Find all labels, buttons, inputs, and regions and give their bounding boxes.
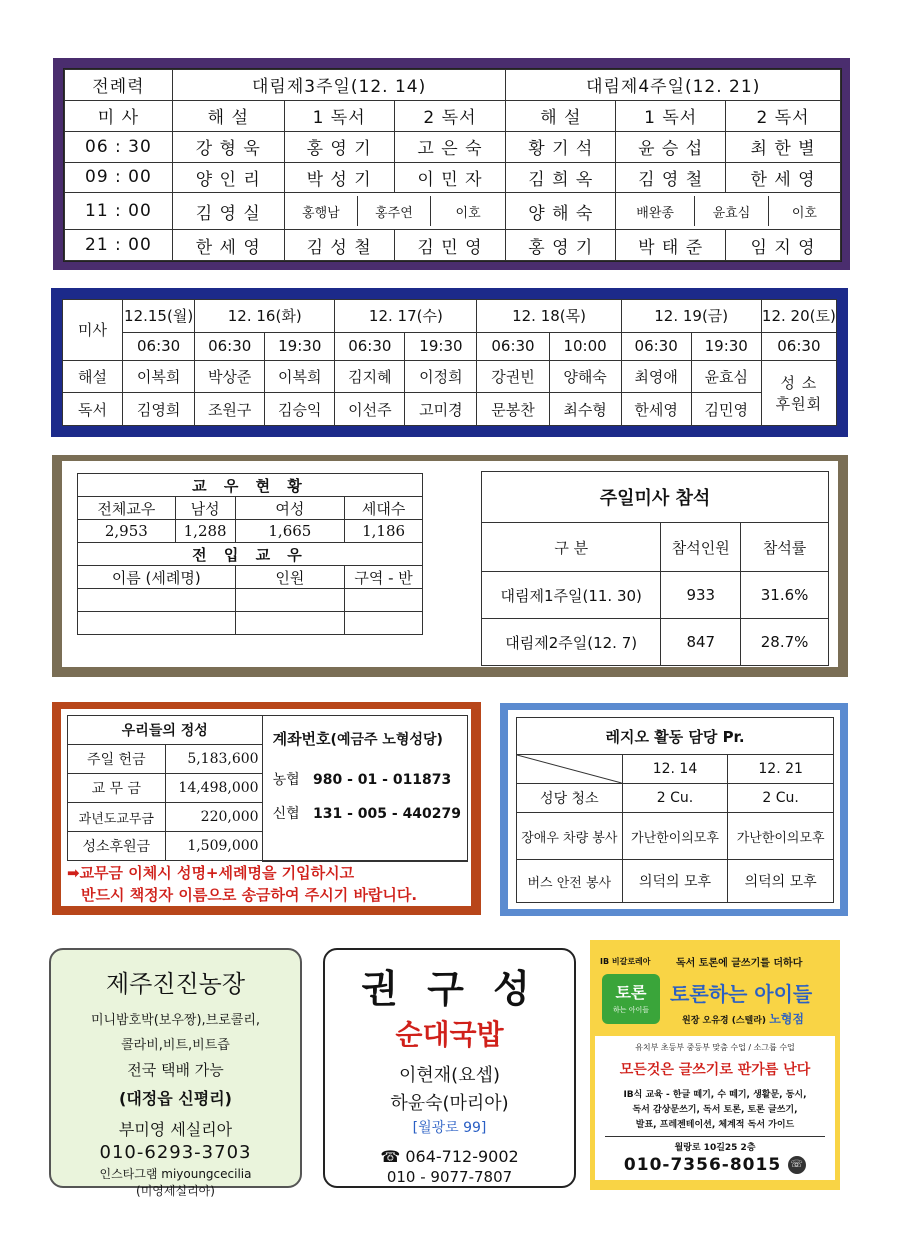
sunday-readers-table — [64, 69, 841, 261]
empty-cell — [235, 589, 345, 612]
mass-time: 09 : 00 — [65, 162, 173, 193]
cell: 이복희 — [123, 360, 195, 393]
cell: 2 Cu. — [622, 784, 728, 813]
transfer-title: 전 입 교 우 — [78, 543, 423, 566]
col-header: 세대수 — [345, 497, 423, 520]
cell: 배완종 — [616, 196, 694, 226]
mass-time: 21 : 00 — [65, 230, 173, 261]
attendance-title: 주일미사 참석 — [482, 472, 829, 523]
col-header: 구역 - 반 — [345, 566, 423, 589]
ad-phone: 010-7356-8015 — [623, 1155, 782, 1175]
mass-time: 11 : 00 — [65, 193, 173, 230]
ad-address: 월랑로 10길25 2층 — [674, 1143, 756, 1153]
empty-cell — [345, 589, 423, 612]
table-row — [517, 784, 834, 813]
cell: 31.6% — [741, 572, 829, 619]
cell: 황 기 석 — [506, 131, 616, 162]
ad-brand: IB 비갈로레아 — [600, 957, 651, 966]
account-box — [262, 716, 467, 861]
table-row — [517, 860, 834, 903]
academy-logo — [602, 974, 660, 1024]
cell: 1,186 — [345, 520, 423, 543]
cell: 대림제1주일(11. 30) — [482, 572, 661, 619]
parish-stats-frame — [52, 455, 848, 677]
cell: 최영애 — [621, 360, 691, 393]
cell: 김 성 철 — [284, 230, 394, 261]
cell: 의덕의 모후 — [622, 860, 728, 903]
weekday-schedule-frame — [51, 288, 848, 437]
ad-headline: 모든것은 글쓰기로 판가름 난다 — [619, 1062, 811, 1078]
offering-frame — [52, 702, 481, 915]
cell: 성소후원금 — [68, 832, 166, 861]
split-cell — [616, 193, 841, 230]
ad-director: 원장 오유경 (스텔라) — [682, 1016, 767, 1026]
col-header: 인원 — [235, 566, 345, 589]
cell: 2 Cu. — [728, 784, 834, 813]
saturday-cell: 성 소 후원회 — [761, 360, 836, 425]
mass-time: 06:30 — [123, 332, 195, 360]
cell: 대림제2주일(12. 7) — [482, 619, 661, 666]
cell: 박상준 — [195, 360, 265, 393]
ad-phone: 010 - 9077-7807 — [386, 1168, 513, 1186]
cell: 최 한 별 — [726, 131, 841, 162]
empty-cell — [345, 612, 423, 635]
ad-title: 제주진진농장 — [105, 970, 246, 998]
cell: 양 해 숙 — [506, 193, 616, 230]
account-number: 980 - 01 - 011873 — [313, 772, 452, 788]
cell: 윤효심 — [695, 196, 769, 226]
cell: 김 영 철 — [616, 162, 726, 193]
account-title: 계좌번호 — [272, 730, 331, 748]
offering-title: 우리들의 정성 — [68, 716, 263, 745]
cell: 가난한이의모후 — [622, 813, 728, 860]
ad-phone: 064-712-9002 — [405, 1147, 519, 1166]
mass-time: 10:00 — [549, 332, 621, 360]
ad-instagram: (미영세실리아) — [136, 1184, 215, 1198]
cell: 한세영 — [621, 393, 691, 426]
table-row — [517, 813, 834, 860]
ad-text: 발표, 프레젠테이션, 체계적 독서 가이드 — [635, 1120, 795, 1130]
cell: 14,498,000 — [165, 774, 262, 803]
empty-cell — [78, 589, 236, 612]
empty-cell — [235, 612, 345, 635]
split-cell — [284, 193, 506, 230]
cell: 양해숙 — [549, 360, 621, 393]
cell: 의덕의 모후 — [728, 860, 834, 903]
bank-name: 농협 — [272, 772, 300, 788]
parish-members-table — [77, 473, 423, 635]
cell: 홍주연 — [358, 196, 431, 226]
ad-title: 토론하는 아이들 — [670, 982, 813, 1006]
mass-time: 19:30 — [691, 332, 761, 360]
ad-text: (대정읍 신평리) — [119, 1089, 232, 1108]
col-header: 참석률 — [741, 523, 829, 572]
table-row — [65, 162, 841, 193]
mass-time: 06:30 — [477, 332, 549, 360]
empty-cell — [78, 612, 236, 635]
row-label: 해설 — [63, 360, 123, 393]
cell: 1,288 — [175, 520, 235, 543]
cell: 홍 영 기 — [284, 131, 394, 162]
cell: 윤효심 — [691, 360, 761, 393]
ad-address: [월광로 99] — [412, 1120, 487, 1136]
account-holder: (예금주 노형성당) — [330, 732, 443, 748]
cell: 김지혜 — [335, 360, 405, 393]
table-row — [65, 230, 841, 261]
liturgy-schedule-frame — [53, 58, 850, 270]
cell: 김민영 — [691, 393, 761, 426]
weekday-readers-table — [62, 299, 837, 426]
row-label: 독서 — [63, 393, 123, 426]
legio-frame — [500, 703, 848, 916]
table-row — [482, 572, 829, 619]
ad-text: 미니밤호박(보우짱),브로콜리, — [90, 1013, 261, 1028]
cell: 한 세 영 — [726, 162, 841, 193]
table-row — [482, 619, 829, 666]
transfer-note: ➡교무금 이체시 성명+세례명을 기입하시고 — [67, 864, 355, 882]
cell: 220,000 — [165, 803, 262, 832]
cell: 교 무 금 — [68, 774, 166, 803]
col-reading1: 1 독서 — [616, 100, 726, 131]
cell: 윤 승 섭 — [616, 131, 726, 162]
col-header: 참석인원 — [661, 523, 741, 572]
cell: 847 — [661, 619, 741, 666]
col-header: 구 분 — [482, 523, 661, 572]
cell: 장애우 차량 봉사 — [517, 813, 623, 860]
mass-time: 06:30 — [621, 332, 691, 360]
mass-time: 19:30 — [405, 332, 477, 360]
table-row — [63, 360, 837, 393]
col-reading2: 2 독서 — [394, 100, 506, 131]
mass-label: 미 사 — [65, 100, 173, 131]
offering-table — [67, 715, 468, 862]
mass-time: 06:30 — [761, 332, 836, 360]
cell: 1,509,000 — [165, 832, 262, 861]
cell: 박 태 준 — [616, 230, 726, 261]
day-header: 12. 16(화) — [195, 300, 335, 333]
bank-name: 신협 — [272, 806, 300, 822]
table-row — [63, 393, 837, 426]
cell: 933 — [661, 572, 741, 619]
transfer-note: 반드시 책정자 이름으로 송금하여 주시기 바랍니다. — [81, 886, 418, 904]
cell: 과년도교무금 — [68, 803, 166, 832]
day-header: 12. 18(목) — [477, 300, 621, 333]
liturgy-label: 전례력 — [65, 70, 173, 101]
ad-tagline: 독서 토론에 글쓰기를 더하다 — [676, 958, 803, 969]
cell: 조원구 — [195, 393, 265, 426]
cell: 홍 영 기 — [506, 230, 616, 261]
cell: 가난한이의모후 — [728, 813, 834, 860]
col-header: 여성 — [235, 497, 345, 520]
cell: 고미경 — [405, 393, 477, 426]
cell: 이정희 — [405, 360, 477, 393]
ad-instagram: 인스타그램 miyoungcecilia — [99, 1167, 252, 1181]
week3-header: 대림제3주일(12. 14) — [172, 70, 506, 101]
cell: 1,665 — [235, 520, 345, 543]
col-header: 이름 (세례명) — [78, 566, 236, 589]
day-header: 12. 19(금) — [621, 300, 761, 333]
cell: 이호 — [455, 205, 481, 221]
cell: 김승익 — [265, 393, 335, 426]
ad-owner: 하윤숙(마리아) — [390, 1093, 509, 1114]
mass-time: 06:30 — [195, 332, 265, 360]
logo-text: 하는 아이들 — [612, 1006, 650, 1014]
col-reading1: 1 독서 — [284, 100, 394, 131]
table-row — [65, 131, 841, 162]
mass-time: 06:30 — [335, 332, 405, 360]
date-header: 12. 14 — [622, 755, 728, 784]
ad-text: 콜라비,비트,비트즙 — [121, 1038, 230, 1053]
attendance-table — [481, 471, 829, 666]
ad-branch: 노형점 — [769, 1012, 804, 1026]
col-commentary: 해 설 — [506, 100, 616, 131]
table-row — [65, 193, 841, 230]
ad-text: 독서 감상문쓰기, 독서 토론, 토론 글쓰기, — [632, 1105, 798, 1115]
ad-title: 권 구 성 — [361, 967, 538, 1011]
cell: 최수형 — [549, 393, 621, 426]
cell: 이선주 — [335, 393, 405, 426]
cell: 성당 청소 — [517, 784, 623, 813]
cell: 김 영 실 — [172, 193, 284, 230]
chat-icon: ☏ — [788, 1156, 806, 1174]
cell: 강 형 욱 — [172, 131, 284, 162]
cell: 버스 안전 봉사 — [517, 860, 623, 903]
ad-text: IB식 교육 - 한글 떼기, 수 떼기, 생활문, 동시, — [623, 1090, 807, 1100]
diagonal-line — [517, 755, 622, 783]
ad-subtitle: 순대국밥 — [395, 1018, 504, 1051]
cell: 28.7% — [741, 619, 829, 666]
cell: 김 민 영 — [394, 230, 506, 261]
academy-ad — [590, 940, 840, 1190]
col-commentary: 해 설 — [172, 100, 284, 131]
col-header: 남성 — [175, 497, 235, 520]
cell: 김영희 — [123, 393, 195, 426]
legio-title: 레지오 활동 담당 Pr. — [517, 718, 834, 755]
restaurant-ad — [323, 948, 576, 1188]
cell: 문봉찬 — [477, 393, 549, 426]
ad-text: 유치부 초등부 중등부 맞춤 수업 / 소그룹 수업 — [635, 1043, 795, 1052]
farm-ad — [49, 948, 302, 1198]
mass-label: 미사 — [63, 300, 123, 361]
cell: 5,183,600 — [165, 745, 262, 774]
day-header: 12.15(월) — [123, 300, 195, 333]
cell: 강권빈 — [477, 360, 549, 393]
cell: 한 세 영 — [172, 230, 284, 261]
cell: 고 은 숙 — [394, 131, 506, 162]
ad-phone: 010-6293-3703 — [99, 1142, 252, 1163]
cell: 2,953 — [78, 520, 176, 543]
parish-title: 교 우 현 황 — [78, 474, 423, 497]
week4-header: 대림제4주일(12. 21) — [506, 70, 841, 101]
cell: 주일 헌금 — [68, 745, 166, 774]
ad-owner: 부미영 세실리아 — [118, 1120, 233, 1139]
mass-time: 06 : 30 — [65, 131, 173, 162]
diagonal-cell — [517, 755, 623, 784]
logo-text: 토론 — [615, 983, 647, 1002]
cell: 이호 — [791, 205, 817, 221]
date-header: 12. 21 — [728, 755, 834, 784]
cell: 이 민 자 — [394, 162, 506, 193]
day-header: 12. 17(수) — [335, 300, 477, 333]
cell: 임 지 영 — [726, 230, 841, 261]
ad-body — [595, 1036, 835, 1180]
cell: 이복희 — [265, 360, 335, 393]
cell: 홍행남 — [285, 196, 358, 226]
col-reading2: 2 독서 — [726, 100, 841, 131]
day-header: 12. 20(토) — [761, 300, 836, 333]
cell: 김 희 옥 — [506, 162, 616, 193]
ad-owner: 이현재(요셉) — [399, 1065, 500, 1086]
legio-table — [516, 717, 834, 903]
ad-text: 전국 택배 가능 — [127, 1061, 224, 1079]
mass-time: 19:30 — [265, 332, 335, 360]
phone-icon: ☎ — [380, 1147, 401, 1166]
cell: 박 성 기 — [284, 162, 394, 193]
cell: 양 인 리 — [172, 162, 284, 193]
account-number: 131 - 005 - 440279 — [313, 806, 462, 822]
col-header: 전체교우 — [78, 497, 176, 520]
